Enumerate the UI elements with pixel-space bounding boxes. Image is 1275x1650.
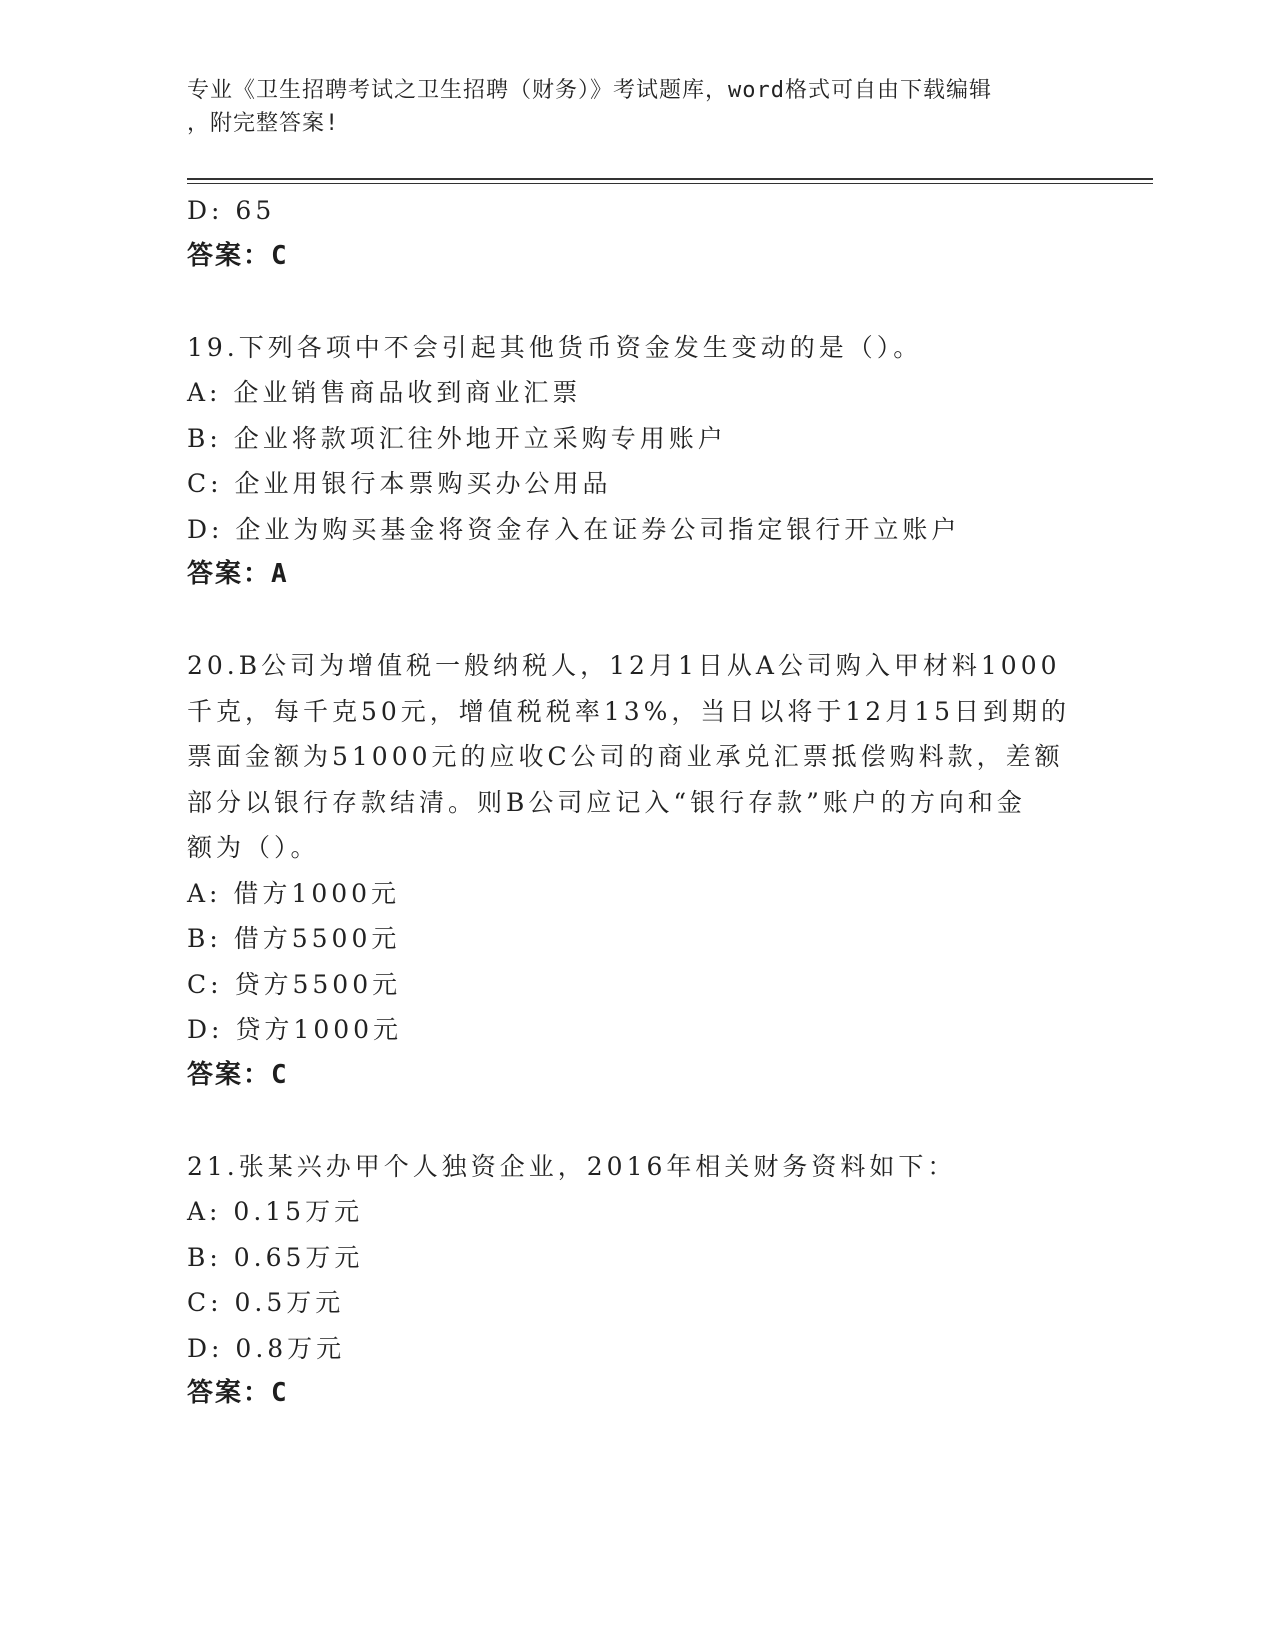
option-a: A: 企业销售商品收到商业汇票 bbox=[187, 378, 582, 407]
option-c: C: 贷方5500元 bbox=[187, 969, 402, 999]
option-b: B: 企业将款项汇往外地开立采购专用账户 bbox=[187, 423, 727, 453]
option-d: D: 贷方1000元 bbox=[187, 1015, 403, 1044]
option-b: B: 0.65万元 bbox=[187, 1242, 364, 1272]
answer-line: 答案：C bbox=[187, 240, 289, 271]
previous-question-tail bbox=[187, 188, 1067, 279]
question-stem-line: 票面金额为51000元的应收C公司的商业承兑汇票抵偿购料款，差额 bbox=[187, 742, 1064, 771]
header-divider-thin bbox=[187, 183, 1153, 184]
page-header bbox=[187, 74, 1087, 140]
option-d: D: 企业为购买基金将资金存入在证券公司指定银行开立账户 bbox=[187, 514, 961, 544]
question-stem-line: 部分以银行存款结清。则B公司应记入“银行存款”账户的方向和金 bbox=[187, 787, 1026, 817]
question-20 bbox=[187, 643, 1071, 1098]
option-a: A: 借方1000元 bbox=[187, 878, 401, 908]
answer-line: 答案：A bbox=[187, 559, 289, 589]
question-19 bbox=[187, 325, 1067, 598]
option-d: D: 65 bbox=[187, 196, 276, 225]
answer-line: 答案：C bbox=[187, 1059, 289, 1090]
spacer bbox=[187, 1098, 1067, 1144]
header-divider-thick bbox=[187, 178, 1153, 180]
question-content bbox=[187, 188, 1071, 1417]
question-stem: 19.下列各项中不会引起其他货币资金发生变动的是（）。 bbox=[187, 332, 923, 362]
question-stem: 21.张某兴办甲个人独资企业，2016年相关财务资料如下： bbox=[187, 1151, 957, 1181]
answer-line: 答案：C bbox=[187, 1378, 289, 1408]
option-c: C: 企业用银行本票购买办公用品 bbox=[187, 469, 612, 498]
option-b: B: 借方5500元 bbox=[187, 924, 401, 953]
option-a: A: 0.15万元 bbox=[187, 1197, 364, 1226]
header-line-2: ，附完整答案! bbox=[187, 111, 340, 136]
question-21 bbox=[187, 1144, 1067, 1417]
header-line-1: 专业《卫生招聘考试之卫生招聘（财务）》考试题库，word格式可自由下载编辑 bbox=[187, 78, 992, 103]
question-stem-line: 20.B公司为增值税一般纳税人，12月1日从A公司购入甲材料1000 bbox=[187, 651, 1061, 680]
spacer bbox=[187, 598, 1067, 644]
option-c: C: 0.5万元 bbox=[187, 1288, 345, 1317]
question-stem-line: 千克，每千克50元，增值税税率13%，当日以将于12月15日到期的 bbox=[187, 696, 1071, 726]
spacer bbox=[187, 279, 1067, 325]
option-d: D: 0.8万元 bbox=[187, 1333, 346, 1363]
question-stem-line: 额为（）。 bbox=[187, 833, 320, 862]
